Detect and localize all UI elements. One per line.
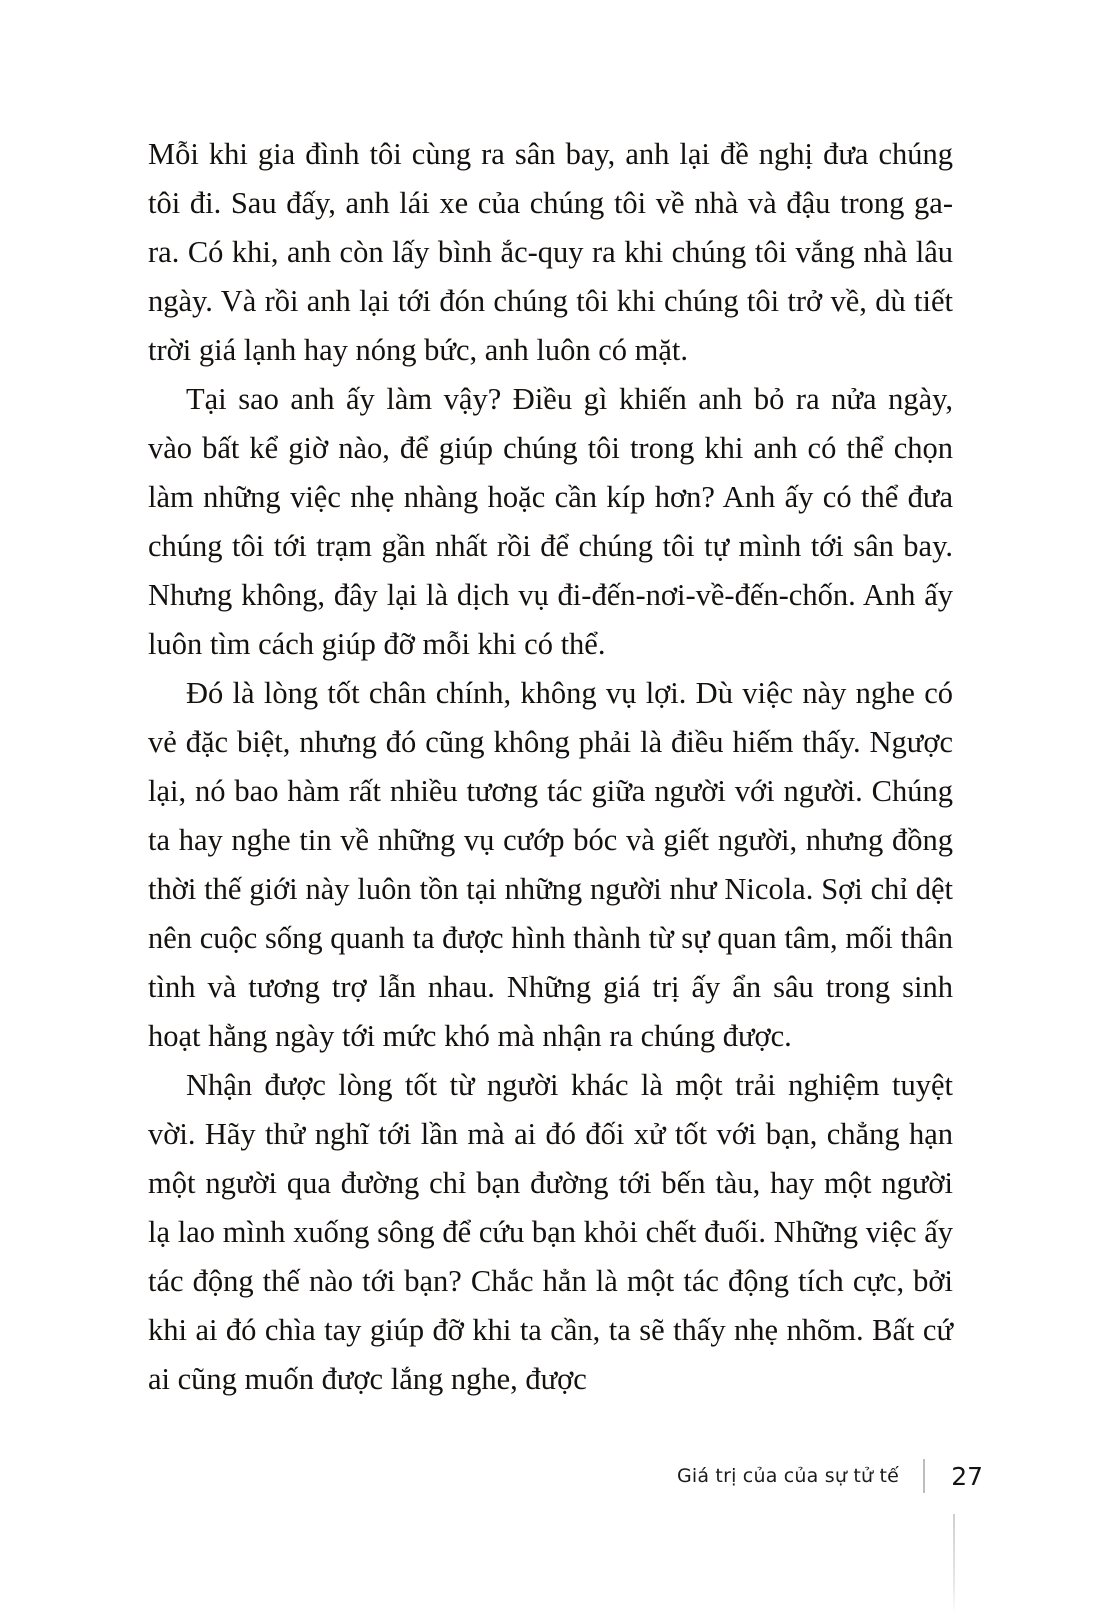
paragraph-3: Đó là lòng tốt chân chính, không vụ lợi. Dù việc này nghe có vẻ đặc biệt, nhưng đó cũng không phải là điều hiếm thấy. Ngược lại, nó bao hàm rất nhiều tương tác giữa người với người. Chúng ta hay nghe tin về những vụ cướp bóc và giết người, nhưng đồng thời thế giới này luôn tồn tại những người như Nicola. Sợi chỉ dệt nên cuộc sống quanh ta được hình thành từ sự quan tâm, mối thân tình và tương trợ lẫn nhau. Những giá trị ấy ẩn sâu trong sinh hoạt hằng ngày tới mức khó mà nhận ra chúng được. (148, 676, 953, 1053)
footer-divider (923, 1459, 925, 1493)
paragraph-1: Mỗi khi gia đình tôi cùng ra sân bay, anh lại đề nghị đưa chúng tôi đi. Sau đấy, anh lái xe của chúng tôi về nhà và đậu trong ga-ra. Có khi, anh còn lấy bình ắc-quy ra khi chúng tôi vắng nhà lâu ngày. Và rồi anh lại tới đón chúng tôi khi chúng tôi trở về, dù tiết trời giá lạnh hay nóng bức, anh luôn có mặt. (148, 137, 953, 367)
footer-rule-extension (953, 1514, 955, 1614)
page-body (148, 130, 953, 1404)
page-number: 27 (951, 1461, 983, 1491)
paragraph-4: Nhận được lòng tốt từ người khác là một trải nghiệm tuyệt vời. Hãy thử nghĩ tới lần mà ai đó đối xử tốt với bạn, chẳng hạn một người qua đường chỉ bạn đường tới bến tàu, hay một người lạ lao mình xuống sông để cứu bạn khỏi chết đuối. Những việc ấy tác động thế nào tới bạn? Chắc hẳn là một tác động tích cực, bởi khi ai đó chìa tay giúp đỡ khi ta cần, ta sẽ thấy nhẹ nhõm. Bất cứ ai cũng muốn được lắng nghe, được (148, 1068, 953, 1396)
paragraph-2: Tại sao anh ấy làm vậy? Điều gì khiến anh bỏ ra nửa ngày, vào bất kể giờ nào, để giúp chúng tôi trong khi anh có thể chọn làm những việc nhẹ nhàng hoặc cần kíp hơn? Anh ấy có thể đưa chúng tôi tới trạm gần nhất rồi để chúng tôi tự mình tới sân bay. Nhưng không, đây lại là dịch vụ đi-đến-nơi-về-đến-chốn. Anh ấy luôn tìm cách giúp đỡ mỗi khi có thể. (148, 382, 953, 661)
footer-chapter-title: Giá trị của của sự tử tế (676, 1465, 899, 1487)
page-footer (148, 1456, 983, 1496)
